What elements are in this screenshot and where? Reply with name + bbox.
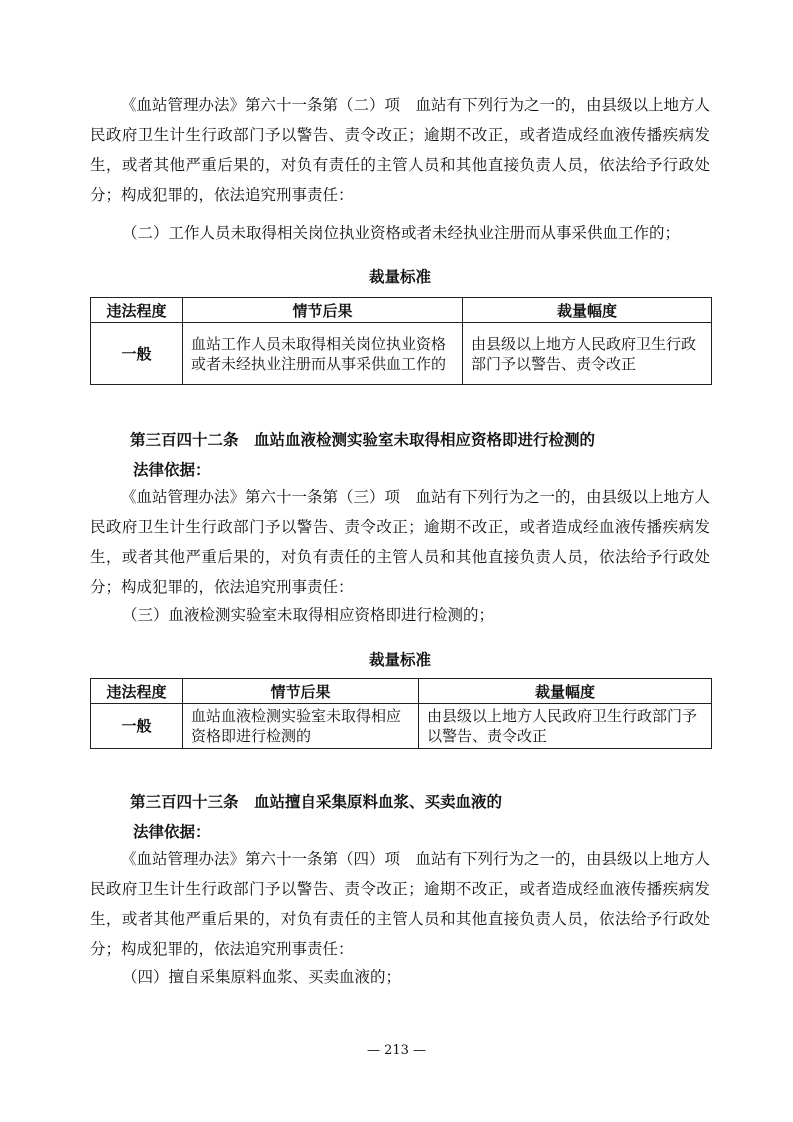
article-item: （二）工作人员未取得相关岗位执业资格或者未经执业注册而从事采供血工作的； [122,224,681,242]
legal-basis-label: 法律依据： [133,823,211,841]
header-range: 裁量幅度 [419,679,712,704]
table-caption: 裁量标准 [368,651,431,669]
cell-circumstance: 血站血液检测实验室未取得相应资格即进行检测的 [183,704,419,749]
article-text: 《血站管理办法》第六十一条第（二）项 血站有下列行为之一的，由县级以上地方人民政府卫生计生行政部门予以警告、责令改正；逾期不改正，或者造成经血液传播疾病发生，或者其他严重后果的，对负有责任的主管人员和其他直接负责人员，依法给予行政处分；构成犯罪的，依法追究刑事责任： [90,96,711,204]
header-level: 违法程度 [91,679,183,704]
cell-range: 由县级以上地方人民政府卫生行政部门予以警告、责令改正 [419,704,712,749]
header-level: 违法程度 [91,298,183,323]
discretion-table [90,678,712,749]
legal-basis-label: 法律依据： [133,461,211,479]
page-number: — 213 — [366,1043,427,1058]
article-text: 《血站管理办法》第六十一条第（四）项 血站有下列行为之一的，由县级以上地方人民政府卫生计生行政部门予以警告、责令改正；逾期不改正，或者造成经血液传播疾病发生，或者其他严重后果的，对负有责任的主管人员和其他直接负责人员，依法给予行政处分；构成犯罪的，依法追究刑事责任： [90,850,711,958]
header-circumstance: 情节后果 [183,679,419,704]
table-header-row [91,679,712,704]
header-circumstance: 情节后果 [183,298,463,323]
article-text: 《血站管理办法》第六十一条第（三）项 血站有下列行为之一的，由县级以上地方人民政府卫生计生行政部门予以警告、责令改正；逾期不改正，或者造成经血液传播疾病发生，或者其他严重后果的，对负有责任的主管人员和其他直接负责人员，依法给予行政处分；构成犯罪的，依法追究刑事责任： [90,488,711,596]
table-header-row [91,298,712,323]
article-heading: 第三百四十三条 血站擅自采集原料血浆、买卖血液的 [130,793,503,811]
discretion-table [90,297,712,385]
table-caption: 裁量标准 [368,268,431,286]
cell-level: 一般 [91,323,183,385]
cell-level: 一般 [91,704,183,749]
article-heading: 第三百四十二条 血站血液检测实验室未取得相应资格即进行检测的 [130,431,596,449]
header-range: 裁量幅度 [463,298,712,323]
article-item: （三）血液检测实验室未取得相应资格即进行检测的； [122,606,495,624]
table-row [91,704,712,749]
table-row [91,323,712,385]
cell-range: 由县级以上地方人民政府卫生行政部门予以警告、责令改正 [463,323,712,385]
cell-circumstance: 血站工作人员未取得相关岗位执业资格或者未经执业注册而从事采供血工作的 [183,323,463,385]
article-item: （四）擅自采集原料血浆、买卖血液的； [122,968,402,986]
